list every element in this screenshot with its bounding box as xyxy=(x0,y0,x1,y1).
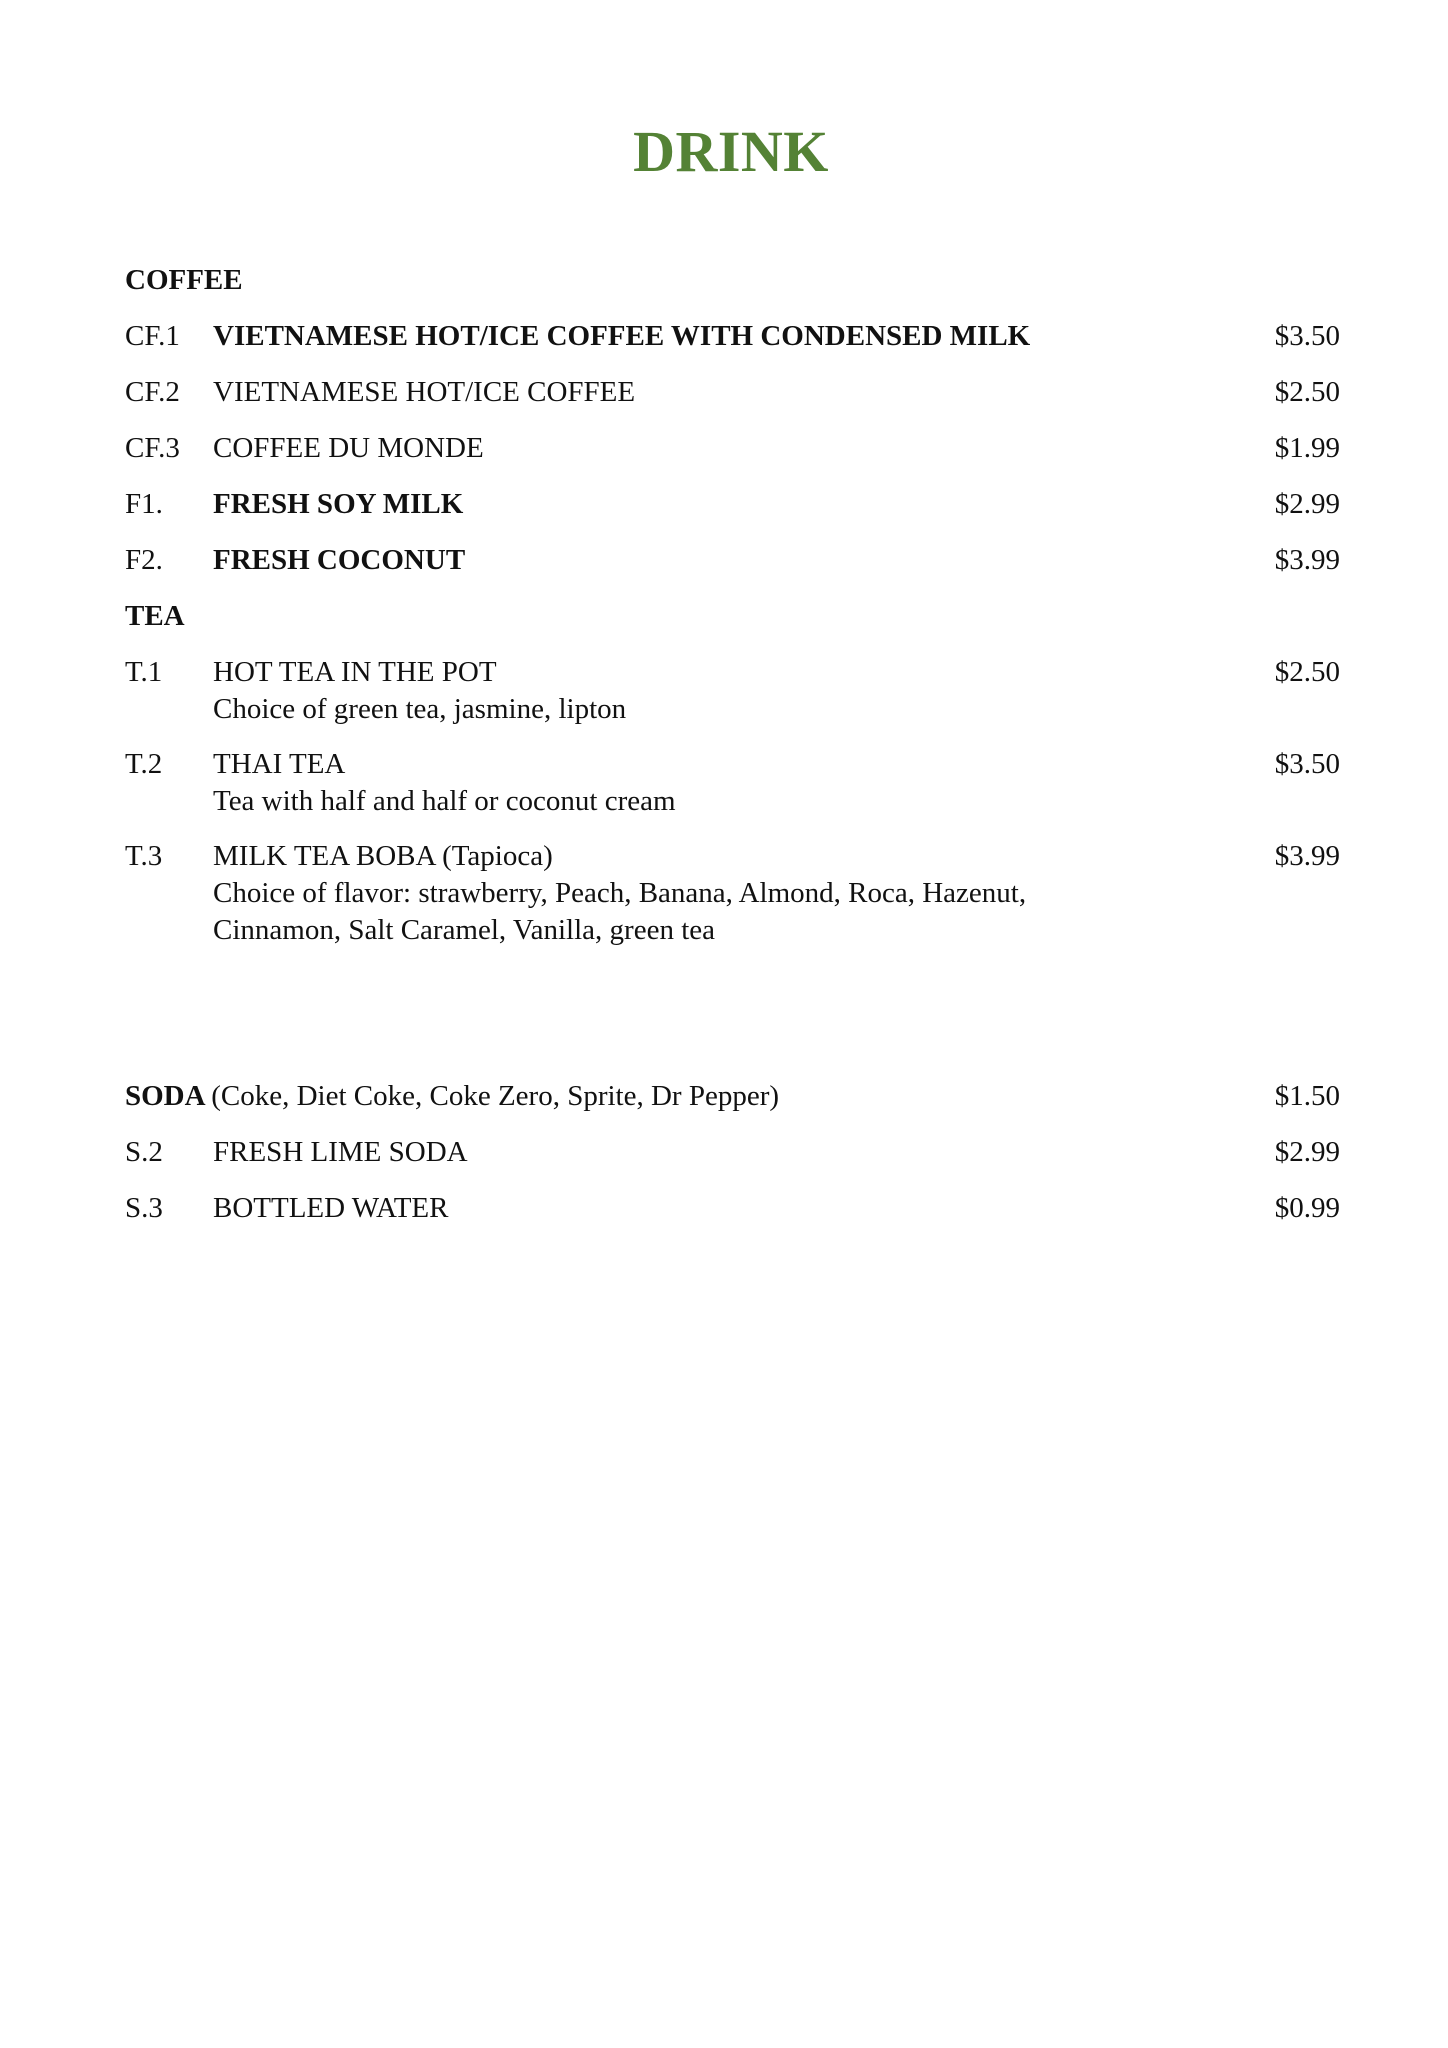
section-heading: COFFEE xyxy=(125,264,243,296)
item-code: F1. xyxy=(125,488,163,520)
section-heading: TEA xyxy=(125,600,185,632)
item-code: CF.1 xyxy=(125,320,180,352)
item-code: F2. xyxy=(125,544,163,576)
item-price: $2.50 xyxy=(1274,656,1340,688)
item-description: Choice of flavor: strawberry, Peach, Banana, Almond, Roca, Hazenut, xyxy=(213,877,1027,909)
item-code: T.1 xyxy=(125,656,163,688)
item-price: $3.50 xyxy=(1274,320,1340,352)
item-code: S.3 xyxy=(125,1192,163,1224)
menu-item-t3 xyxy=(0,838,1448,875)
menu-item-cf2 xyxy=(0,374,1448,411)
item-name: FRESH COCONUT xyxy=(213,544,466,576)
menu-item-f2 xyxy=(0,542,1448,579)
item-name: VIETNAMESE HOT/ICE COFFEE xyxy=(213,376,636,408)
menu-item-s3 xyxy=(0,1190,1448,1227)
item-description: Choice of green tea, jasmine, lipton xyxy=(213,693,627,725)
menu-item-cf1 xyxy=(0,318,1448,355)
item-name: VIETNAMESE HOT/ICE COFFEE WITH CONDENSED MILK xyxy=(213,320,1031,352)
item-name: FRESH LIME SODA xyxy=(213,1136,468,1168)
item-name: MILK TEA BOBA (Tapioca) xyxy=(213,840,553,872)
item-description: Cinnamon, Salt Caramel, Vanilla, green tea xyxy=(213,914,715,946)
item-name: HOT TEA IN THE POT xyxy=(213,656,497,688)
item-price: $0.99 xyxy=(1274,1192,1340,1224)
menu-item-t2 xyxy=(0,746,1448,783)
item-price: $3.99 xyxy=(1274,544,1340,576)
item-price: $2.50 xyxy=(1274,376,1340,408)
page-title: DRINK xyxy=(633,119,829,184)
tea-section-heading xyxy=(0,598,1448,635)
item-price: $2.99 xyxy=(1274,488,1340,520)
item-description: Tea with half and half or coconut cream xyxy=(213,785,676,817)
soda-section-heading xyxy=(0,1078,1448,1115)
section-heading xyxy=(125,1078,779,1115)
item-code: S.2 xyxy=(125,1136,163,1168)
coffee-section-heading xyxy=(0,262,1448,299)
item-code: T.2 xyxy=(125,748,163,780)
soda-heading-label: SODA xyxy=(125,1080,204,1112)
item-name: BOTTLED WATER xyxy=(213,1192,449,1224)
menu-item-cf3 xyxy=(0,430,1448,467)
item-price: $2.99 xyxy=(1274,1136,1340,1168)
item-name: FRESH SOY MILK xyxy=(213,488,464,520)
item-code: CF.2 xyxy=(125,376,180,408)
item-name: THAI TEA xyxy=(213,748,346,780)
menu-item-f1 xyxy=(0,486,1448,523)
item-price: $3.99 xyxy=(1274,840,1340,872)
item-code: CF.3 xyxy=(125,432,180,464)
soda-heading-detail: (Coke, Diet Coke, Coke Zero, Sprite, Dr Pepper) xyxy=(211,1080,780,1112)
menu-item-s2 xyxy=(0,1134,1448,1171)
item-name: COFFEE DU MONDE xyxy=(213,432,484,464)
item-code: T.3 xyxy=(125,840,163,872)
item-price: $1.99 xyxy=(1274,432,1340,464)
menu-item-t1 xyxy=(0,654,1448,691)
item-price: $3.50 xyxy=(1274,748,1340,780)
item-price: $1.50 xyxy=(1274,1080,1340,1112)
